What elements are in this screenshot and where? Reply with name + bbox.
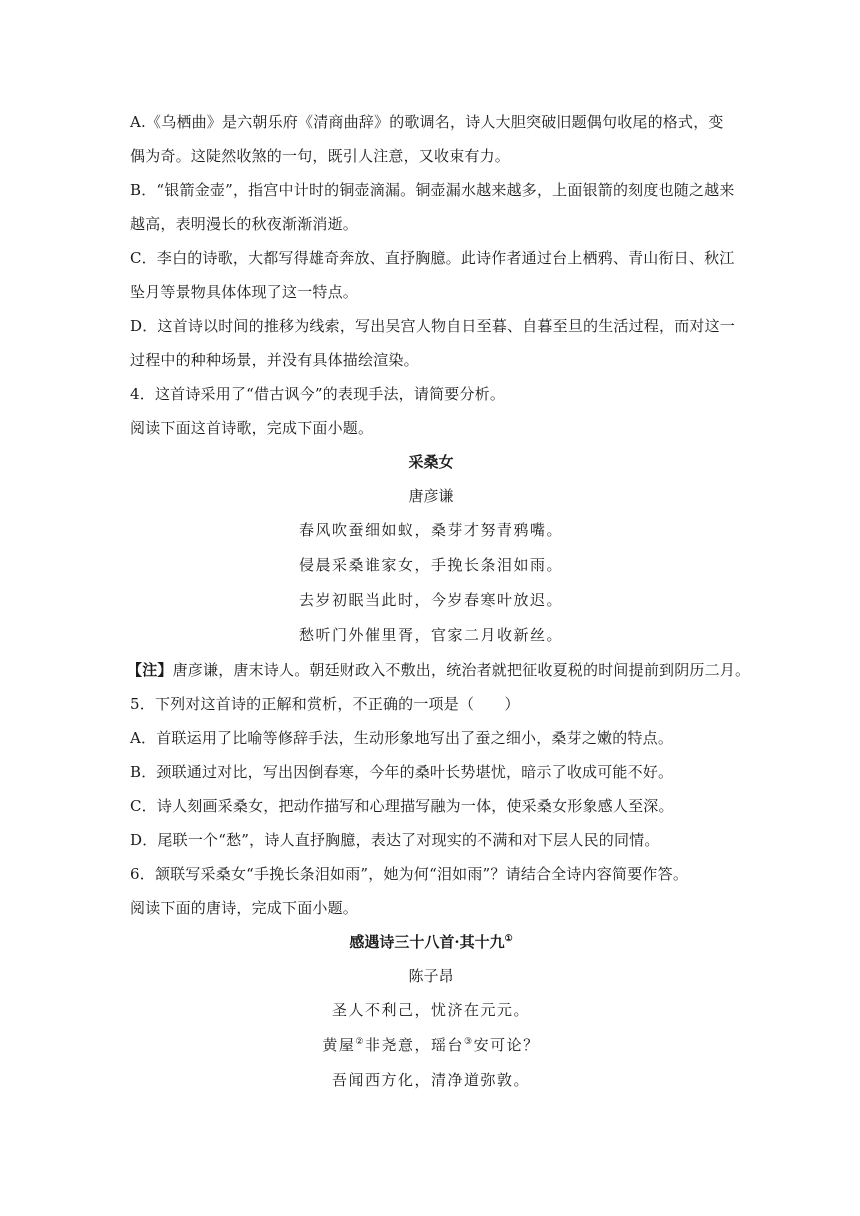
poem-3-line-3: 吾闻西方化，清净道弥敦。 [331,1071,530,1089]
note-label: 【注】 [127,661,173,679]
q5-option-a: A．首联运用了比喻等修辞手法，生动形象地写出了蚕之细小，桑芽之嫩的特点。 [130,729,674,747]
poem-3-line-2 [130,1028,732,1063]
question-5-stem: 5．下列对这首诗的正解和赏析，不正确的一项是（ ） [130,695,520,713]
reading-instruction-2: 阅读下面这首诗歌，完成下面小题。 [130,419,374,437]
q3-option-b-line1: B．“银箭金壶”，指宫中计时的铜壶滴漏。铜壶漏水越来越多，上面银箭的刻度也随之越来 [130,181,735,199]
poem-3-title [130,925,732,959]
q3-option-a-line1: A.《乌栖曲》是六朝乐府《清商曲辞》的歌调名，诗人大胆突破旧题偶句收尾的格式，变 [130,113,724,131]
q3-option-d-line2: 过程中的种种场景，并没有具体描绘渲染。 [130,351,419,369]
q3-option-b-line2: 越高，表明漫长的秋夜渐渐消逝。 [130,215,359,233]
q5-option-c: C．诗人刻画采桑女，把动作描写和心理描写融为一体，使采桑女形象感人至深。 [130,797,674,815]
poem-2-author: 唐彦谦 [408,487,454,505]
footnote-mark-2: ② [355,1037,365,1047]
question-4: 4．这首诗采用了“借古讽今”的表现手法，请简要分析。 [130,385,506,403]
q3-option-c-line2: 坠月等景物具体体现了这一特点。 [130,283,359,301]
poem-2-line-2: 侵晨采桑谁家女，手挽长条泪如雨。 [298,556,563,574]
note-text: 唐彦谦，唐末诗人。朝廷财政入不敷出，统治者就把征收夏税的时间提前到阴历二月。 [172,661,751,679]
poem-3-author: 陈子昂 [408,967,454,985]
poem-2-line-1: 春风吹蚕细如蚁，桑芽才努青鸦嘴。 [298,521,563,539]
poem-3-line-2-part-c: 安可论？ [473,1036,540,1054]
poem-2-line-3: 去岁初眠当此时，今岁春寒叶放迟。 [298,591,563,609]
reading-instruction-3: 阅读下面的唐诗，完成下面小题。 [130,899,359,917]
poem-3-line-1: 圣人不利己，忧济在元元。 [331,1001,530,1019]
poem-3-title-text: 感遇诗三十八首·其十九 [349,933,505,951]
q3-option-a-line2: 偶为奇。这陡然收煞的一句，既引人注意，又收束有力。 [130,147,511,165]
poem-2-note [127,653,751,687]
footnote-mark-3: ③ [464,1037,474,1047]
poem-3-line-2-part-a: 黄屋 [322,1036,356,1054]
question-6: 6．颔联写采桑女“手挽长条泪如雨”，她为何“泪如雨”？请结合全诗内容简要作答。 [130,865,689,883]
q3-option-d-line1: D．这首诗以时间的推移为线索，写出吴宫人物自日至暮、自暮至旦的生活过程，而对这一 [130,317,736,335]
q5-option-d: D．尾联一个“愁”，诗人直抒胸臆，表达了对现实的不满和对下层人民的同情。 [130,831,660,849]
q5-option-b: B．颈联通过对比，写出因倒春寒，今年的桑叶长势堪忧，暗示了收成可能不好。 [130,763,674,781]
poem-3-line-2-part-b: 非尧意，瑶台 [364,1036,464,1054]
poem-2-line-4: 愁听门外催里胥，官家二月收新丝。 [298,626,563,644]
poem-2-title: 采桑女 [408,453,454,471]
q3-option-c-line1: C．李白的诗歌，大都写得雄奇奔放、直抒胸臆。此诗作者通过台上栖鸦、青山衔日、秋江 [130,249,735,267]
poem-3-title-footnote-mark: ① [504,934,513,944]
